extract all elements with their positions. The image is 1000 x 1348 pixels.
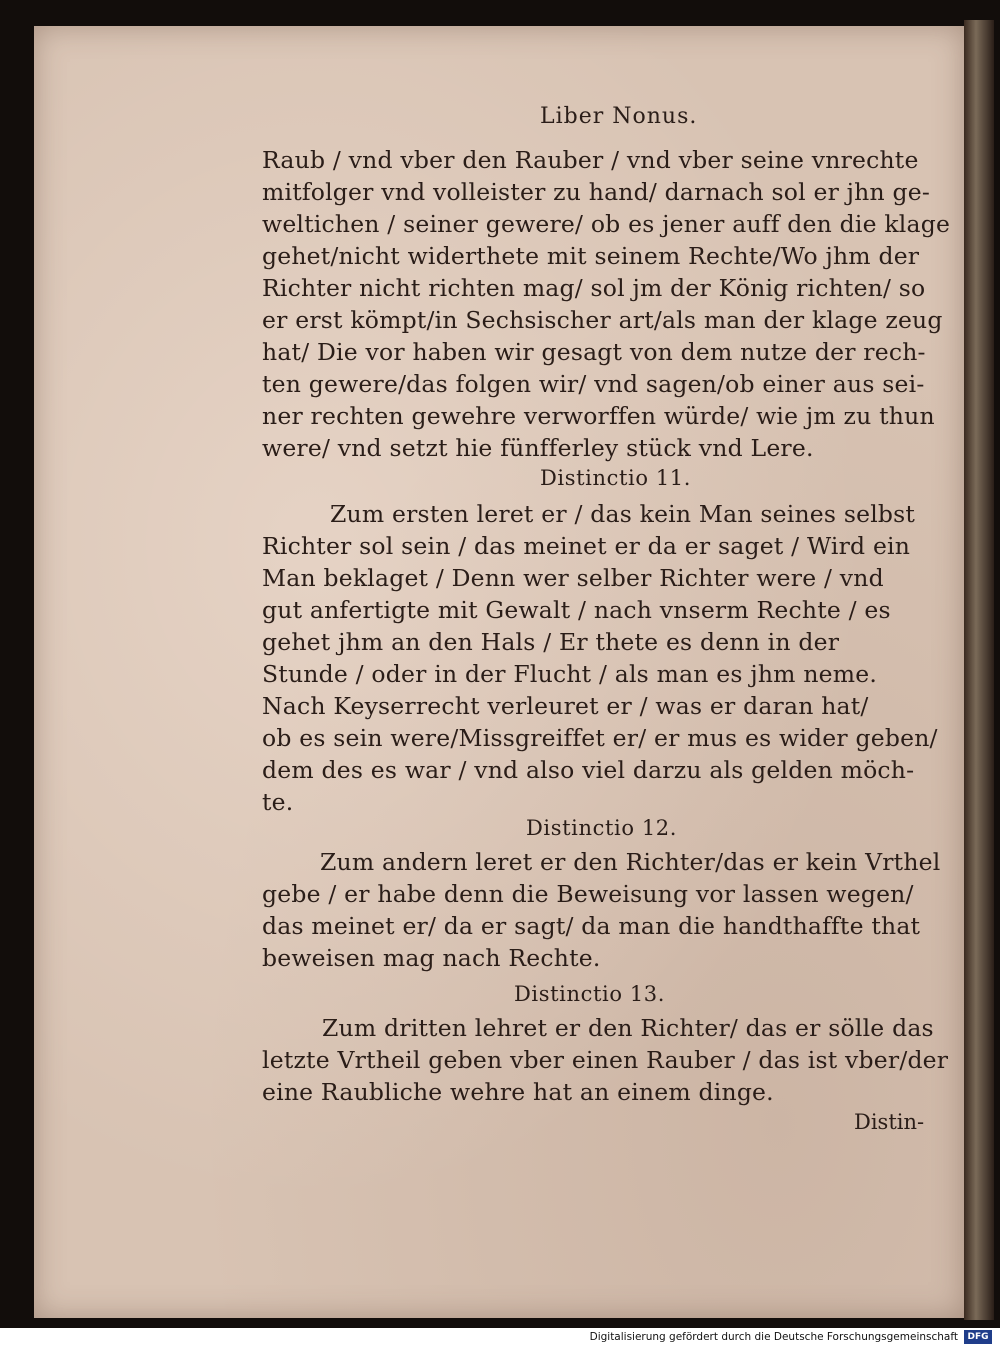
text-line: gebe / er habe denn die Beweisung vor lassen wegen/ — [262, 880, 914, 908]
text-line: Zum ersten leret er / das kein Man seines selbst — [330, 500, 916, 528]
section-heading: Distinctio 13. — [514, 982, 666, 1006]
text-line: were/ vnd setzt hie fünfferley stück vnd Lere. — [262, 434, 814, 462]
dfg-logo: DFG — [964, 1330, 992, 1344]
section-heading: Distinctio 11. — [540, 466, 692, 490]
text-line: Stunde / oder in der Flucht / als man es jhm neme. — [262, 660, 878, 688]
text-line: Zum dritten lehret er den Richter/ das er sölle das — [322, 1014, 934, 1042]
text-line: letzte Vrtheil geben vber einen Rauber / das ist vber/der — [262, 1046, 949, 1074]
text-line: er erst kömpt/in Sechsischer art/als man der klage zeug — [262, 306, 943, 334]
text-line: ob es sein were/Missgreiffet er/ er mus es wider geben/ — [262, 724, 938, 752]
text-line: hat/ Die vor haben wir gesagt von dem nutze der rech- — [262, 338, 926, 366]
text-line: gehet/nicht widerthete mit seinem Rechte/Wo jhm der — [262, 242, 920, 270]
text-line: te. — [262, 788, 294, 816]
text-line: das meinet er/ da er sagt/ da man die handthaffte that — [262, 912, 921, 940]
text-line: Raub / vnd vber den Rauber / vnd vber seine vnrechte — [262, 146, 919, 174]
text-line: beweisen mag nach Rechte. — [262, 944, 601, 972]
text-line: Man beklaget / Denn wer selber Richter were / vnd — [262, 564, 884, 592]
section-heading: Distinctio 12. — [526, 816, 678, 840]
text-line: Richter sol sein / das meinet er da er saget / Wird ein — [262, 532, 911, 560]
text-line: weltichen / seiner gewere/ ob es jener auff den die klage — [262, 210, 951, 238]
text-line: Nach Keyserrecht verleuret er / was er daran hat/ — [262, 692, 869, 720]
running-head: Liber Nonus. — [540, 104, 698, 129]
text-line: ten gewere/das folgen wir/ vnd sagen/ob einer aus sei- — [262, 370, 925, 398]
text-line: Zum andern leret er den Richter/das er kein Vrthel — [320, 848, 941, 876]
text-line: dem des es war / vnd also viel darzu als gelden möch- — [262, 756, 915, 784]
catchword: Distin- — [854, 1110, 925, 1134]
footer-credit: Digitalisierung gefördert durch die Deutsche Forschungsgemeinschaft — [589, 1331, 958, 1343]
text-line: ner rechten gewehre verworffen würde/ wie jm zu thun — [262, 402, 935, 430]
text-line: eine Raubliche wehre hat an einem dinge. — [262, 1078, 774, 1106]
page-edge — [964, 20, 994, 1320]
text-line: gehet jhm an den Hals / Er thete es denn in der — [262, 628, 840, 656]
text-line: gut anfertigte mit Gewalt / nach vnserm Rechte / es — [262, 596, 891, 624]
text-line: mitfolger vnd volleister zu hand/ darnach sol er jhn ge- — [262, 178, 930, 206]
text-line: Richter nicht richten mag/ sol jm der König richten/ so — [262, 274, 926, 302]
